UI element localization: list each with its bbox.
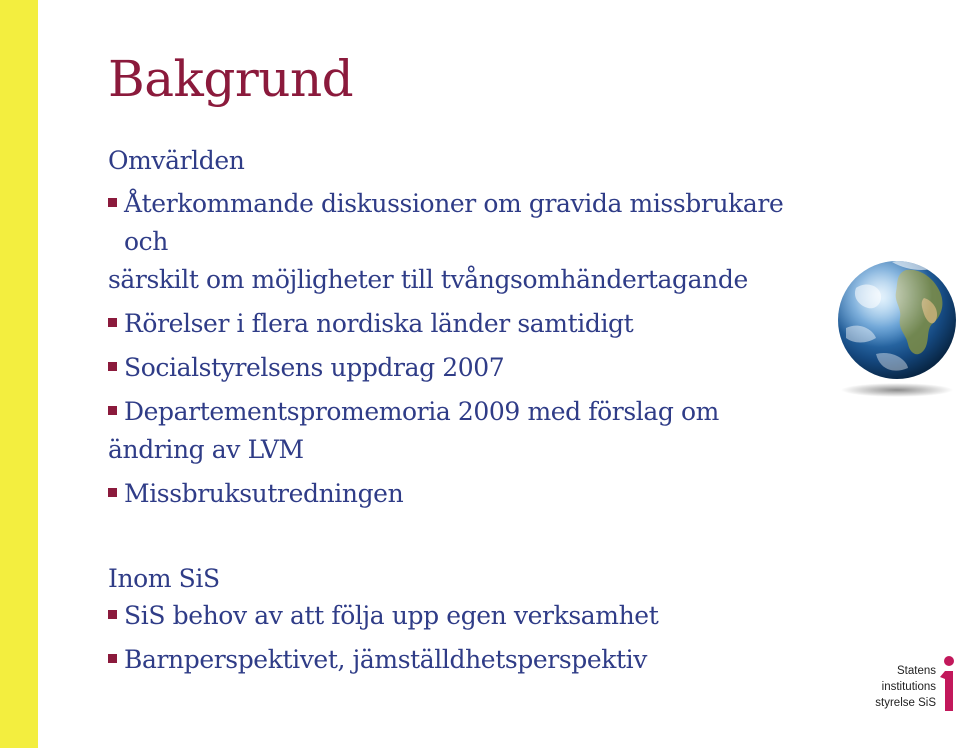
bullet-item: [108, 185, 828, 299]
square-bullet-icon: [108, 654, 117, 663]
globe-icon: [836, 258, 958, 400]
slide-title: Bakgrund: [108, 50, 354, 108]
section-heading-omvarlden: Omvärlden: [108, 146, 245, 175]
square-bullet-icon: [108, 362, 117, 371]
bullet-text: Missbruksutredningen: [124, 479, 404, 508]
logo-line-1: Statens: [897, 665, 936, 677]
bullet-item: [108, 349, 828, 387]
logo-line-2: institutions: [881, 681, 936, 693]
bullet-text: Barnperspektivet, jämställdhetsperspektiv: [124, 645, 647, 674]
bullet-text-continued: ändring av LVM: [108, 435, 304, 464]
bullet-text: Rörelser i flera nordiska länder samtidigt: [124, 309, 634, 338]
sis-logo: [868, 655, 958, 715]
bullet-text: Departementspromemoria 2009 med förslag om: [124, 397, 719, 426]
bullet-item: [108, 393, 828, 469]
bullet-item: [108, 597, 828, 635]
bullet-item: [108, 641, 828, 679]
square-bullet-icon: [108, 610, 117, 619]
logo-line-3: styrelse SiS: [875, 697, 936, 709]
sis-logo-icon: [936, 655, 958, 715]
bullet-text: Socialstyrelsens uppdrag 2007: [124, 353, 505, 382]
bullet-text: SiS behov av att följa upp egen verksamhet: [124, 601, 659, 630]
bullet-item: [108, 305, 828, 343]
square-bullet-icon: [108, 406, 117, 415]
square-bullet-icon: [108, 318, 117, 327]
logo-text: [868, 663, 936, 711]
bullet-text-continued: särskilt om möjligheter till tvångsomhändertagande: [108, 265, 748, 294]
square-bullet-icon: [108, 198, 117, 207]
square-bullet-icon: [108, 488, 117, 497]
slide-content: [108, 143, 828, 685]
accent-bar: [0, 0, 38, 748]
section-heading-inom-sis: Inom SiS: [108, 564, 220, 593]
bullet-text: Återkommande diskussioner om gravida missbrukare och: [124, 189, 784, 256]
bullet-item: [108, 475, 828, 513]
